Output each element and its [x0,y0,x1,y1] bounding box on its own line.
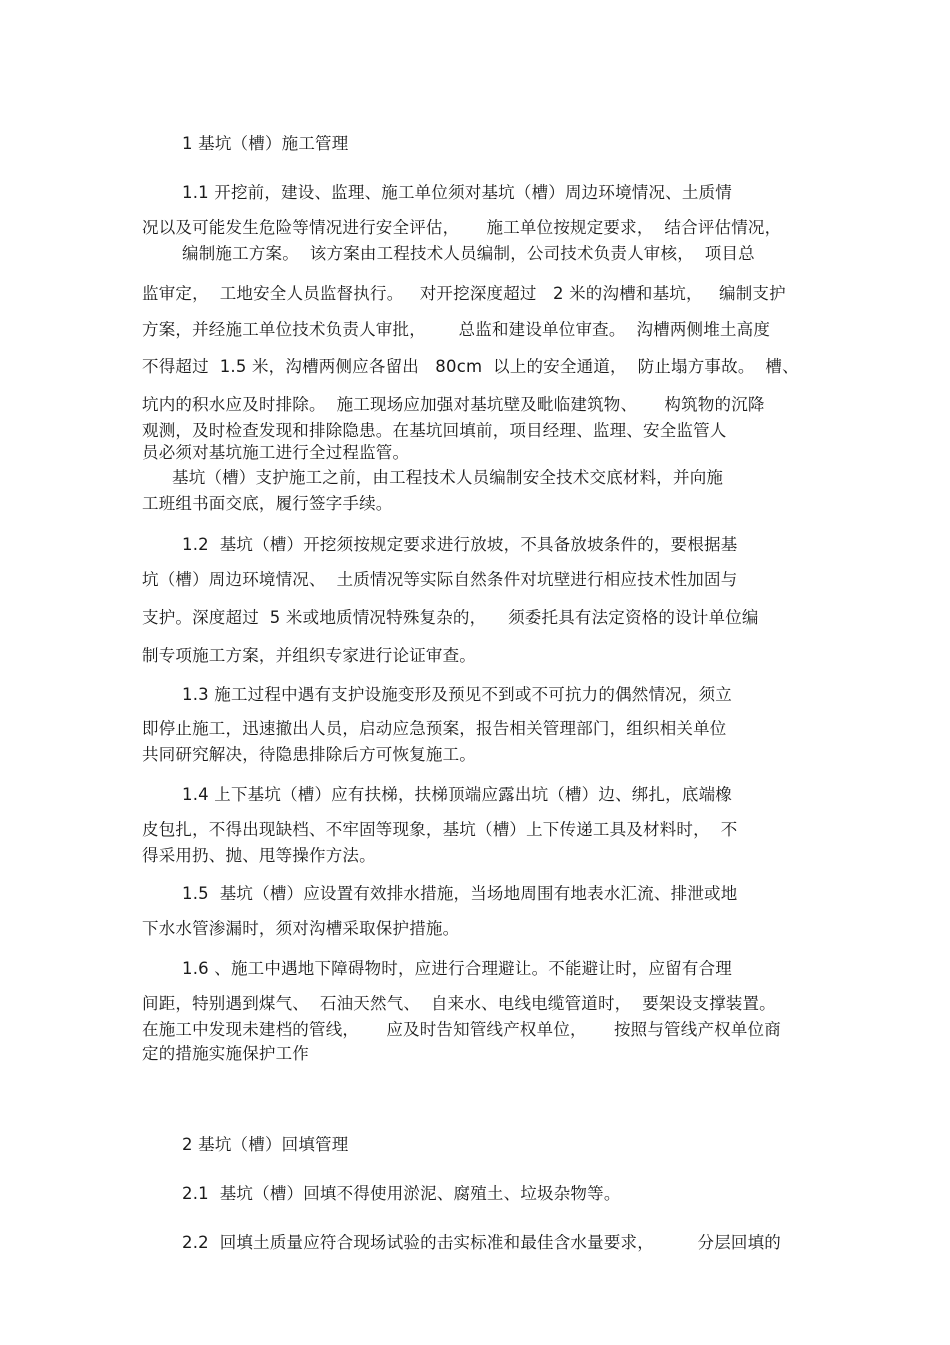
section-heading: 1 基坑（槽）施工管理 [182,134,349,153]
paragraph-line: 1.4 上下基坑（槽）应有扶梯，扶梯顶端应露出坑（槽）边、绑扎，底端橡 [182,785,732,804]
paragraph-line: 下水水管渗漏时，须对沟槽采取保护措施。 [142,919,460,938]
paragraph-line: 即停止施工，迅速撤出人员，启动应急预案，报告相关管理部门，组织相关单位 [142,719,727,738]
paragraph-line: 基坑（槽）支护施工之前，由工程技术人员编制安全技术交底材料，并向施 [172,468,724,487]
paragraph-line: 定的措施实施保护工作 [142,1044,309,1063]
paragraph-line: 1.3 施工过程中遇有支护设施变形及预见不到或不可抗力的偶然情况，须立 [182,685,732,704]
paragraph-line: 监审定， 工地安全人员监督执行。 对开挖深度超过 2 米的沟槽和基坑， 编制支护 [142,284,786,303]
paragraph-line: 观测，及时检查发现和排除隐患。在基坑回填前，项目经理、监理、安全监管人 [142,421,727,440]
paragraph-line: 在施工中发现未建档的管线， 应及时告知管线产权单位， 按照与管线产权单位商 [142,1020,781,1039]
paragraph-line: 共同研究解决，待隐患排除后方可恢复施工。 [142,745,476,764]
paragraph-line: 皮包扎，不得出现缺档、不牢固等现象，基坑（槽）上下传递工具及材料时， 不 [142,820,738,839]
section-heading: 2 基坑（槽）回填管理 [182,1135,349,1154]
paragraph-line: 间距，特别遇到煤气、 石油天然气、 自来水、电线电缆管道时， 要架设支撑装置。 [142,994,776,1013]
paragraph-line: 编制施工方案。 该方案由工程技术人员编制，公司技术负责人审核， 项目总 [182,244,755,263]
paragraph-line: 1.2 基坑（槽）开挖须按规定要求进行放坡，不具备放坡条件的，要根据基 [182,535,738,554]
paragraph-line: 坑内的积水应及时排除。 施工现场应加强对基坑壁及毗临建筑物、 构筑物的沉降 [142,395,765,414]
paragraph-line: 制专项施工方案，并组织专家进行论证审查。 [142,646,476,665]
paragraph-line: 坑（槽）周边环境情况、 土质情况等实际自然条件对坑壁进行相应技术性加固与 [142,570,738,589]
paragraph-line: 工班组书面交底，履行签字手续。 [142,494,393,513]
paragraph-line: 方案，并经施工单位技术负责人审批， 总监和建设单位审查。 沟槽两侧堆土高度 [142,320,771,339]
paragraph-line: 1.6 、施工中遇地下障碍物时，应进行合理避让。不能避让时，应留有合理 [182,959,732,978]
paragraph-line: 得采用扔、抛、甩等操作方法。 [142,846,376,865]
paragraph-line: 2.2 回填土质量应符合现场试验的击实标准和最佳含水量要求， 分层回填的 [182,1233,781,1252]
paragraph-line: 1.1 开挖前，建设、监理、施工单位须对基坑（槽）周边环境情况、土质情 [182,183,732,202]
paragraph-line: 2.1 基坑（槽）回填不得使用淤泥、腐殖土、垃圾杂物等。 [182,1184,621,1203]
paragraph-line: 况以及可能发生危险等情况进行安全评估， 施工单位按规定要求， 结合评估情况， [142,218,782,237]
paragraph-line: 不得超过 1.5 米，沟槽两侧应各留出 80cm 以上的安全通道， 防止塌方事故。 槽、 [142,357,799,376]
paragraph-line: 员必须对基坑施工进行全过程监管。 [142,443,410,462]
paragraph-line: 支护。深度超过 5 米或地质情况特殊复杂的， 须委托具有法定资格的设计单位编 [142,608,759,627]
paragraph-line: 1.5 基坑（槽）应设置有效排水措施，当场地周围有地表水汇流、排泄或地 [182,884,738,903]
